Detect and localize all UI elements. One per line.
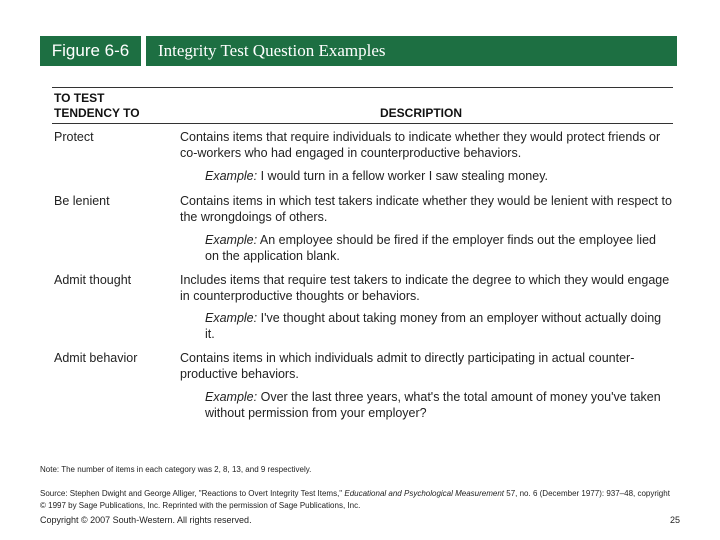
source-citation — [40, 488, 670, 512]
figure-label: Figure 6-6 — [40, 36, 141, 66]
column-header-tendency-line2: TENDENCY TO — [54, 106, 140, 120]
example-label: Example: — [205, 390, 258, 404]
source-prefix: Source: Stephen Dwight and George Alliger, "Reactions to Overt Integrity Test Items," — [40, 489, 343, 498]
row-tendency-admit-thought: Admit thought — [54, 273, 132, 287]
table-note: Note: The number of items in each category was 2, 8, 13, and 9 respectively. — [40, 465, 312, 474]
page-number: 25 — [669, 515, 680, 525]
example-text: An employee should be fired if the employer finds out the employee lied on the application blank. — [205, 233, 656, 263]
row-example-be-lenient — [205, 232, 673, 264]
row-description-admit-thought: Includes items that require test takers to indicate the degree to which they would engage in counterproductive thoughts or behaviors. — [180, 273, 670, 303]
source-suffix: 57, no. 6 (December 1977): 937–48, copyright © 1997 by Sage Publications, Inc. Reprinted with the permission of Sage Publications, Inc. — [40, 489, 670, 510]
row-example-admit-thought — [205, 310, 673, 342]
row-tendency-be-lenient: Be lenient — [54, 194, 110, 208]
example-text: I've thought about taking money from an employer without actually doing it. — [205, 311, 662, 341]
row-description-be-lenient: Contains items in which test takers indicate whether they would be lenient with respect to the wrongdoings of others. — [180, 194, 672, 224]
header-top-rule — [52, 87, 673, 88]
example-label: Example: — [205, 311, 258, 325]
header-bottom-rule — [52, 123, 673, 124]
copyright-footer: Copyright © 2007 South-Western. All rights reserved. — [40, 515, 252, 525]
source-journal: Educational and Psychological Measurement — [344, 489, 505, 498]
figure-title: Integrity Test Question Examples — [146, 36, 677, 66]
row-example-admit-behavior — [205, 389, 673, 421]
row-tendency-admit-behavior: Admit behavior — [54, 351, 138, 365]
example-label: Example: — [205, 233, 258, 247]
column-header-tendency-line1: TO TEST — [54, 91, 105, 105]
figure-title-bar — [40, 36, 677, 66]
example-text: I would turn in a fellow worker I saw stealing money. — [260, 169, 548, 183]
row-tendency-protect: Protect — [54, 130, 94, 144]
example-text: Over the last three years, what's the total amount of money you've taken without permission from your employer? — [205, 390, 661, 420]
row-example-protect — [205, 168, 673, 184]
row-description-protect: Contains items that require individuals to indicate whether they would protect friends or co-workers who had engaged in counterproductive behaviors. — [180, 130, 661, 160]
column-header-tendency — [54, 91, 140, 121]
column-header-description: DESCRIPTION — [380, 106, 463, 120]
example-label: Example: — [205, 169, 258, 183]
row-description-admit-behavior: Contains items in which individuals admit to directly participating in actual counter-productive behaviors. — [180, 351, 635, 381]
